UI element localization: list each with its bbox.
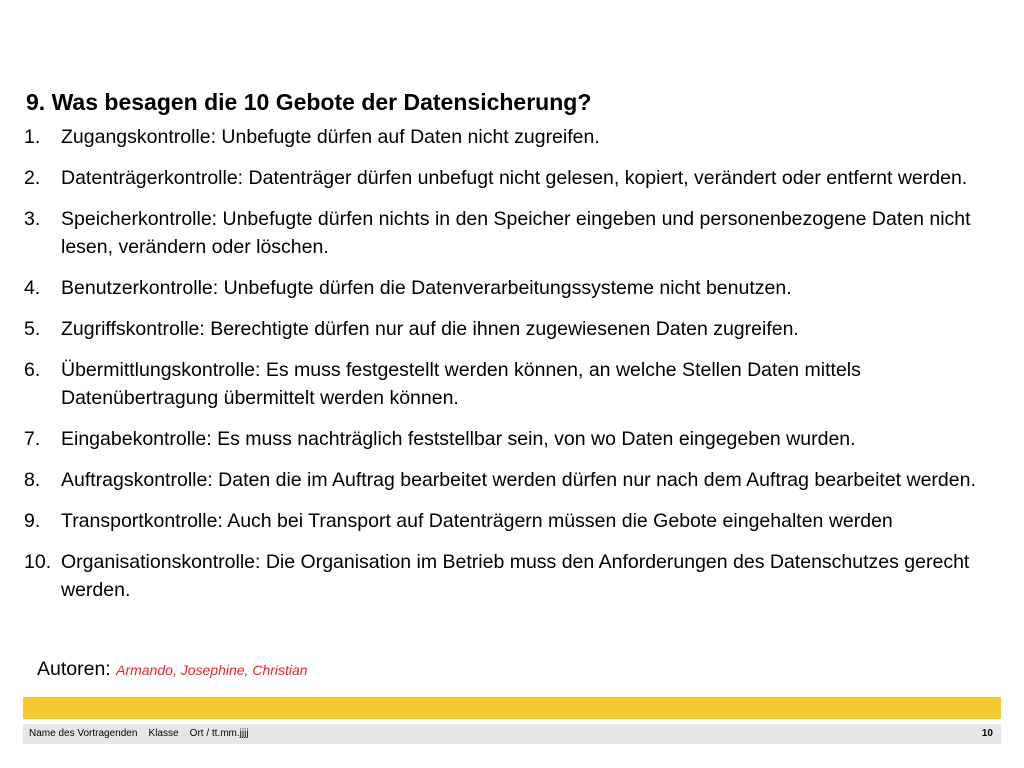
list-item-number: 6. [24,359,41,381]
list-item [24,425,1004,453]
authors-names: Armando, Josephine, Christian [116,662,308,678]
list-item-text: Transportkontrolle: Auch bei Transport auf Datenträgern müssen die Gebote eingehalten werden [61,510,893,532]
list-item [24,123,1004,151]
authors-line [37,658,308,681]
list-item-number: 10. [24,551,52,573]
list-item-text: Speicherkontrolle: Unbefugte dürfen nichts in den Speicher eingeben und personenbezogene Daten nicht lesen, verändern oder löschen. [61,208,971,258]
accent-bar [23,697,1001,719]
footer-bar [23,724,1001,744]
list-item [24,466,1004,494]
footer-place-date: Ort / tt.mm.jjjj [189,728,249,739]
list-item [24,356,1004,412]
list-item-number: 3. [24,208,41,230]
authors-label: Autoren: [37,658,111,680]
list-item-number: 5. [24,318,41,340]
list-item-number: 8. [24,469,41,491]
list-item [24,548,1004,604]
list-item-number: 2. [24,167,41,189]
footer-info [29,724,249,744]
list-item [24,315,1004,343]
list-item-number: 7. [24,428,41,450]
list-item [24,205,1004,261]
list-item-text: Übermittlungskontrolle: Es muss festgestellt werden können, an welche Stellen Daten mittels Datenübertragung übermittelt werden können. [61,359,861,409]
list-item [24,507,1004,535]
page-number: 10 [981,728,993,739]
list-item-text: Zugriffskontrolle: Berechtigte dürfen nur auf die ihnen zugewiesenen Daten zugreifen. [61,318,799,340]
list-item [24,164,1004,192]
list-item-number: 4. [24,277,41,299]
footer-class: Klasse [148,728,179,739]
list-item [24,274,1004,302]
list-item-text: Benutzerkontrolle: Unbefugte dürfen die Datenverarbeitungssysteme nicht benutzen. [61,277,792,299]
list-item-text: Zugangskontrolle: Unbefugte dürfen auf Daten nicht zugreifen. [61,126,600,148]
list-item-text: Datenträgerkontrolle: Datenträger dürfen unbefugt nicht gelesen, kopiert, verändert oder entfernt werden. [61,167,968,189]
list-item-number: 1. [24,126,41,148]
list-item-text: Eingabekontrolle: Es muss nachträglich feststellbar sein, von wo Daten eingegeben wurden. [61,428,856,450]
slide-title: 9. Was besagen die 10 Gebote der Datensicherung? [26,89,592,115]
list-item-text: Auftragskontrolle: Daten die im Auftrag bearbeitet werden dürfen nur nach dem Auftrag bearbeitet werden. [61,469,976,491]
list-item-text: Organisationskontrolle: Die Organisation im Betrieb muss den Anforderungen des Datenschutzes gerecht werden. [61,551,970,601]
rules-list [24,123,1004,617]
footer-presenter: Name des Vortragenden [29,728,138,739]
list-item-number: 9. [24,510,41,532]
